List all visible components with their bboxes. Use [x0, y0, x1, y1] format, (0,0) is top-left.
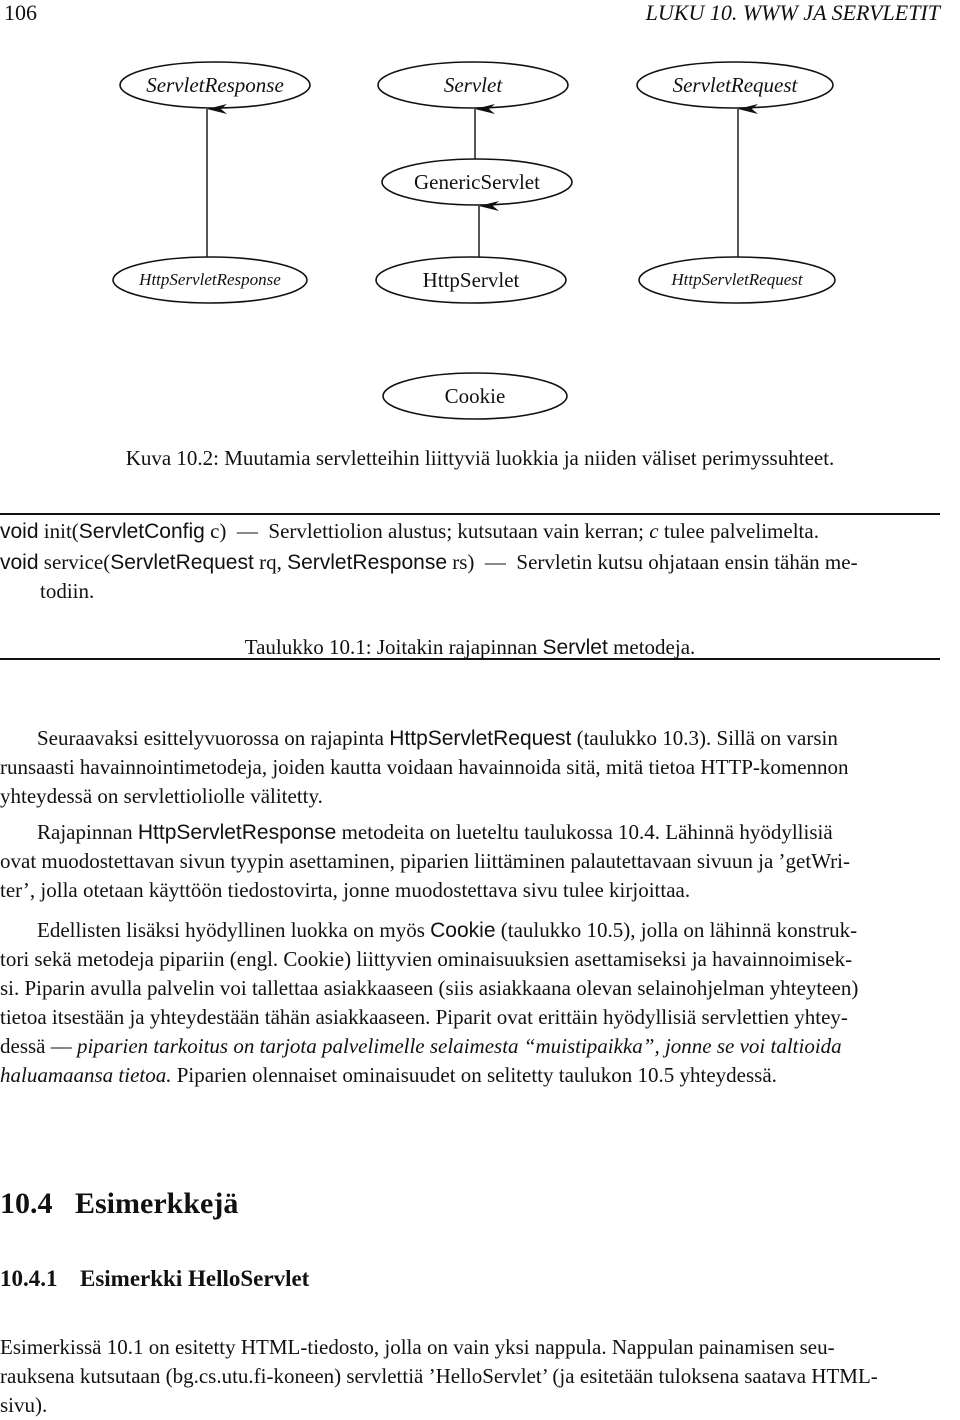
method-description-end: tulee palvelimelta.: [658, 519, 819, 543]
text-line: Esimerkissä 10.1 on esitetty HTML-tiedosto, jolla on vain yksi nappula. Nappulan painamisen seu-: [0, 1335, 835, 1359]
subsection-heading: [0, 1266, 309, 1292]
text: Seuraavaksi esittelyvuorossa on rajapinta: [37, 726, 390, 750]
method-entry-service: void service(ServletRequest rq, ServletResponse rs) — Servletin kutsu ohjataan ensin tähän me- todiin.: [0, 548, 940, 606]
running-header: [0, 0, 960, 30]
text-line: si. Piparin avulla palvelin voi tallettaa asiakkaaseen (siis asiakkaana olevan selainohjelman yhteyteen): [0, 976, 859, 1000]
node-generic-servlet-label: GenericServlet: [414, 170, 540, 194]
text: Edellisten lisäksi hyödyllinen luokka on myös: [37, 918, 431, 942]
table-top-rule: [0, 513, 940, 515]
text: Rajapinnan: [37, 820, 138, 844]
text-line: sivu).: [0, 1393, 48, 1417]
method-description: Servlettiolion alustus; kutsutaan vain kerran;: [268, 519, 650, 543]
method-param-type-2: ServletResponse: [287, 551, 447, 574]
node-http-servlet-label: HttpServlet: [422, 268, 520, 292]
method-name: service(: [43, 550, 111, 574]
chapter-header: LUKU 10. WWW JA SERVLETIT: [645, 0, 940, 25]
paragraph-http-servlet-request: [0, 724, 940, 811]
table-bottom-rule: [0, 658, 940, 660]
method-name: init(: [43, 519, 79, 543]
node-http-servlet-request-label: HttpServletRequest: [671, 270, 803, 289]
table-caption: [0, 635, 940, 660]
text: Piparien olennaiset ominaisuudet on selitetty taulukon 10.5 yhteydessä.: [171, 1063, 777, 1087]
table-caption-code: Servlet: [542, 636, 608, 659]
code-term: Cookie: [430, 919, 496, 942]
method-return-type: void: [0, 520, 39, 543]
text-line: runsaasti havainnointimetodeja, joiden kautta voidaan havainnoida sitä, mitä tietoa HTTP-komennon: [0, 755, 849, 779]
node-servlet-request-label: ServletRequest: [672, 73, 798, 97]
paragraph-example: [0, 1333, 940, 1420]
text: dessä —: [0, 1034, 77, 1058]
method-description: Servletin kutsu ohjataan ensin tähän me-: [516, 550, 858, 574]
section-title: Esimerkkejä: [75, 1187, 239, 1220]
method-return-type: void: [0, 551, 39, 574]
method-param-mid: rq,: [253, 550, 288, 574]
section-number: 10.4: [0, 1187, 53, 1220]
code-term: HttpServletRequest: [389, 727, 572, 750]
method-description-var: c: [649, 519, 659, 543]
code-term: HttpServletResponse: [137, 821, 337, 844]
node-servlet-response-label: ServletResponse: [146, 73, 284, 97]
section-heading: [0, 1187, 238, 1221]
figure-caption: Kuva 10.2: Muutamia servletteihin liittyviä luokkia ja niiden väliset perimyssuhteet.: [125, 446, 835, 470]
text-line: tietoa itsestään ja yhteydestään tähän asiakkaaseen. Piparit ovat erittäin hyödyllisiä servlettien yhtey-: [0, 1005, 848, 1029]
node-servlet-label: Servlet: [443, 73, 503, 97]
method-param-rest: rs): [447, 550, 475, 574]
text: (taulukko 10.5), jolla on lähinnä konstruk-: [495, 918, 858, 942]
text-line: yhteydessä on servlettioliolle välitetty.: [0, 784, 323, 808]
method-param-type: ServletConfig: [78, 520, 205, 543]
method-param-type: ServletRequest: [110, 551, 254, 574]
method-param-rest: c): [204, 519, 227, 543]
paragraph-http-servlet-response: [0, 818, 940, 905]
node-cookie-label: Cookie: [444, 384, 506, 408]
table-caption-end: metodeja.: [607, 635, 696, 659]
text-line: ovat muodostettavan sivun tyypin asettaminen, piparien liittäminen palautettavaan sivuun ja ’getWri-: [0, 849, 851, 873]
method-entry-init: void init(ServletConfig c) — Servlettiolion alustus; kutsutaan vain kerran; c tulee palvelimelta.: [0, 519, 819, 543]
method-description-cont: todiin.: [40, 579, 95, 603]
subsection-title: Esimerkki HelloServlet: [80, 1266, 310, 1291]
italic-text: haluamaansa tietoa.: [0, 1063, 172, 1087]
paragraph-cookie: [0, 916, 940, 1090]
node-http-servlet-response-label: HttpServletResponse: [139, 270, 281, 289]
text-line: rauksena kutsutaan (bg.cs.utu.fi-koneen) servlettiä ’HelloServlet’ (ja esitetään tuloksena saatava HTML-: [0, 1364, 878, 1388]
text: metodeita on lueteltu taulukossa 10.4. Lähinnä hyödyllisiä: [336, 820, 833, 844]
text: (taulukko 10.3). Sillä on varsin: [571, 726, 838, 750]
page-number: 106: [4, 0, 37, 25]
text-line: ter’, jolla otetaan käyttöön tiedostovirta, jonne muodostettava sivu tulee kirjoittaa.: [0, 878, 691, 902]
italic-text: piparien tarkoitus on tarjota palvelimelle selaimesta “muistipaikka”, jonne se voi taltioida: [77, 1034, 842, 1058]
class-diagram: [0, 40, 960, 420]
text-line: tori sekä metodeja pipariin (engl. Cookie) liittyvien ominaisuuksien asettamiseksi ja havainnoimisek-: [0, 947, 853, 971]
subsection-number: 10.4.1: [0, 1266, 58, 1291]
table-caption-text: Taulukko 10.1: Joitakin rajapinnan: [244, 635, 543, 659]
